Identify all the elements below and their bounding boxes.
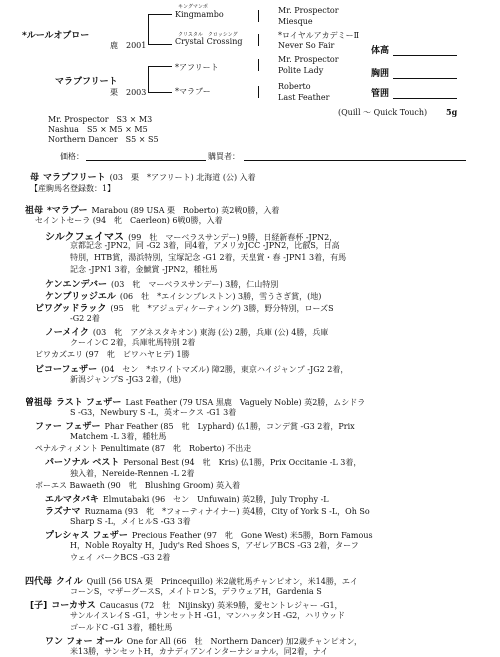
bracket-line <box>258 59 259 71</box>
inbreeding-line: Northern Dancer S5 × S5 <box>48 135 159 144</box>
inbreeding-line: Mr. Prospector S3 × M3 <box>48 115 153 124</box>
horse-name: プレシャス フェザー <box>45 531 128 541</box>
ddd-name: Last Feather <box>278 93 330 102</box>
line-text: Last Feather (79 USA 黒鹿 Vaguely Noble) 英2勝，ムシドラ <box>125 398 366 407</box>
record-line <box>70 431 166 442</box>
buyer-label: 購買者： <box>208 152 240 161</box>
horse-name: ケンブリッジエル <box>45 292 116 302</box>
bracket-line <box>258 10 259 22</box>
dss-name: Mr. Prospector <box>278 55 339 64</box>
sd-name: Crystal Crossing <box>175 37 243 46</box>
line-text: クーインC 2着，兵庫牝馬特別 2着 <box>70 338 196 347</box>
line-label: [子] <box>30 601 48 611</box>
record-line <box>35 349 190 360</box>
line-text: S -G3，Newbury S -L，英オークス -G1 3着 <box>70 408 237 417</box>
line-text: Marabou (89 USA 栗 Roberto) 英2戦0勝，入着 <box>91 206 280 215</box>
line-text: 独入着，Nereide-Rennen -L 2着 <box>70 469 195 478</box>
record-line <box>70 407 236 418</box>
line-text: Sharp S -L，メイヒルS -G3 3着 <box>70 517 191 526</box>
record-line <box>35 215 223 226</box>
record-line <box>30 170 256 183</box>
record-line <box>70 586 322 597</box>
horse-name: ノーメイク <box>45 328 89 338</box>
line-text: Quill (56 USA 栗 Princequillo) 米2歳牝馬チャンピオン，米14勝，エイ <box>86 577 358 586</box>
inbreeding-line: Nashua S5 × M5 × M5 <box>48 125 148 134</box>
record-line <box>70 240 340 251</box>
horse-name: エルマタバキ <box>45 495 99 505</box>
line-label: 曾祖母 <box>25 398 53 408</box>
line-text: 【産駒馬名登録数：1】 <box>30 184 116 193</box>
sds-name: *ロイヤルアカデミーⅡ <box>278 31 360 40</box>
horse-name: ケンエンデバー <box>45 280 108 290</box>
line-text: ゴールドC -G1 3着，種牡馬 <box>70 623 173 632</box>
line-text: (95 牝 *アジュディケーティング) 3勝，野分特別，ローズS <box>110 304 334 313</box>
sdd-name: Never So Fair <box>278 41 335 50</box>
line-text: 特別，HTB賞，湯浜特別，宝塚記念 -G1 2着，天皇賞・春 -JPN1 3着，有馬 <box>70 253 347 262</box>
line-label: 四代母 <box>25 577 53 587</box>
dd-name: *マラブー <box>175 87 211 96</box>
line-text: ウェイ パークBCS -G3 2着 <box>70 553 171 562</box>
record-line <box>70 540 359 551</box>
line-label: 母 <box>30 173 40 183</box>
ds-name: *アフリート <box>175 63 219 72</box>
line-text: コーンS，マザーグースS，メイトロンS，デラウェアH，Gardenia S <box>70 587 322 596</box>
line-text: Phar Feather (85 牝 Lyphard) 仏1勝，コンデ賞 -G3 2着，Prix <box>104 422 355 431</box>
cannon-label: 管囲 <box>371 89 390 99</box>
horse-name: ワン フォー オール <box>45 637 123 647</box>
record-line <box>35 480 240 491</box>
sire-name: *ルールオブロー <box>22 31 90 41</box>
record-line <box>30 183 115 194</box>
ss-ruby: キングマンボ <box>178 4 208 10</box>
line-text: Personal Best (94 牝 Kris) 仏1勝，Prix Occitanie -L 3着， <box>123 458 362 467</box>
bracket-line <box>258 34 259 46</box>
bracket-line <box>258 86 259 98</box>
line-text: サンルイスレイS -G1，サンセットH -G1，マンハッタンH -G2，ハリウッド <box>70 611 346 620</box>
height-field[interactable] <box>393 55 457 56</box>
record-line <box>70 374 181 385</box>
line-text: Precious Feather (97 牝 Gone West) 米5勝，Born Famous <box>131 531 373 540</box>
horse-name: ファー フェザー <box>35 422 101 432</box>
record-line <box>35 443 251 454</box>
line-text: Elmutabaki (96 セン Unfuwain) 英2勝，July Trophy -L <box>102 495 329 504</box>
dam-name: マラブフリート <box>55 77 118 87</box>
sss-name: Mr. Prospector <box>278 6 339 15</box>
record-line <box>70 264 217 275</box>
line-text: 記念 -JPN1 3着，金鯱賞 -JPN2，種牡馬 <box>70 265 218 274</box>
line-text: ビワカズエリ (97 牝 ビワハヤヒデ) 1勝 <box>35 350 190 359</box>
line-text: (03 牝 マーベラスサンデー) 3勝，仁山特別 <box>111 280 279 289</box>
line-text: (99 牡 マーベラスサンデー) 9勝，日経新春杯 -JPN2， <box>128 233 338 242</box>
line-text: セイントセーラ (94 牝 Caerleon) 6戦0勝，入着 <box>35 216 223 225</box>
line-text: Ruznama (93 牝 *フォーティナイナー) 英4勝，City of York S -L，Oh So <box>84 507 370 516</box>
horse-name: *マラブー <box>47 206 88 216</box>
horse-name: コーカサス <box>51 601 96 611</box>
line-text: 米13勝，サンセットH，カナディアンインターナショナル，同2着，ナイ <box>70 647 329 656</box>
dsd-name: Polite Lady <box>278 66 324 75</box>
girth-field[interactable] <box>393 78 457 79</box>
bracket-line <box>148 44 172 45</box>
sire-meta: 鹿 2001 <box>110 41 147 50</box>
line-text: (03 栗 *アフリート) 北海道 (公) 入着 <box>109 173 256 182</box>
bracket-line <box>148 14 172 15</box>
horse-name: パーソナル ベスト <box>45 458 120 468</box>
horse-name: ビコーフェザー <box>35 365 98 375</box>
bracket-line <box>148 66 149 92</box>
girth-label: 胸囲 <box>371 69 390 79</box>
line-text: 新潟ジャンプS -JG3 2着，(地) <box>70 375 182 384</box>
family-note: (Quill ～ Quick Touch) <box>338 108 428 117</box>
horse-name: ラズナマ <box>45 507 81 517</box>
buyer-field[interactable] <box>244 160 466 161</box>
bracket-line <box>148 92 172 93</box>
record-line <box>70 337 195 348</box>
line-text: (04 セン *ホワイトマズル) 障2勝，東京ハイジャンプ -JG2 2着， <box>101 365 349 374</box>
dds-name: Roberto <box>278 82 311 91</box>
price-label: 価格： <box>60 152 84 161</box>
horse-name: シルクフェイマス <box>45 232 125 243</box>
line-text: ボーエス Bawaeth (90 牝 Blushing Groom) 英入着 <box>35 481 241 490</box>
record-line <box>45 455 361 468</box>
horse-name: クイル <box>56 577 83 587</box>
ss-name: Kingmambo <box>175 10 224 19</box>
bracket-line <box>148 14 149 44</box>
line-text: ペナルティメント Penultimate (87 牝 Roberto) 不出走 <box>35 444 252 453</box>
record-line <box>70 622 172 633</box>
record-line <box>70 252 346 263</box>
record-line <box>70 468 195 479</box>
record-line <box>70 516 191 527</box>
line-text: One for All (66 牡 Northern Dancer) 加2歳チャンピオン， <box>126 637 363 646</box>
line-text: 京都記念 -JPN2，同 -G2 3着，同4着，アメリカJCC -JPN2，比叡S，日高 <box>70 241 340 250</box>
ssd-name: Miesque <box>278 17 313 26</box>
dam-meta: 栗 2003 <box>110 88 147 97</box>
line-text: (06 牡 *エイシンプレストン) 3勝，雪うさぎ賞，(地) <box>119 292 322 301</box>
bracket-line <box>148 66 172 67</box>
line-label: 祖母 <box>25 206 44 216</box>
line-text: Matchem -L 3着，種牡馬 <box>70 432 167 441</box>
price-field[interactable] <box>86 160 206 161</box>
family-number: 5g <box>446 107 458 117</box>
line-text: -G2 2着 <box>70 314 100 323</box>
horse-name: ラスト フェザー <box>56 398 122 408</box>
height-label: 体高 <box>371 46 390 56</box>
horse-name: マラブフリート <box>43 173 106 183</box>
line-text: Caucasus (72 牡 Nijinsky) 英米9勝，愛セントレジャー -G1， <box>99 601 343 610</box>
sd-ruby: クリスタル クロッシング <box>178 32 238 38</box>
record-line <box>70 552 170 563</box>
line-text: (03 牝 アグネスタキオン) 東海 (公) 2勝，兵庫 (公) 4勝，兵庫 <box>92 328 329 337</box>
cannon-field[interactable] <box>393 98 457 99</box>
record-line <box>70 610 345 621</box>
horse-name: ビワグッドラック <box>35 304 107 314</box>
record-line <box>70 646 328 657</box>
record-line <box>70 313 100 324</box>
line-text: H，Noble Royalty H，Judy's Red Shoes S，アゼレアBCS -G3 2着，ターフ <box>70 541 359 550</box>
